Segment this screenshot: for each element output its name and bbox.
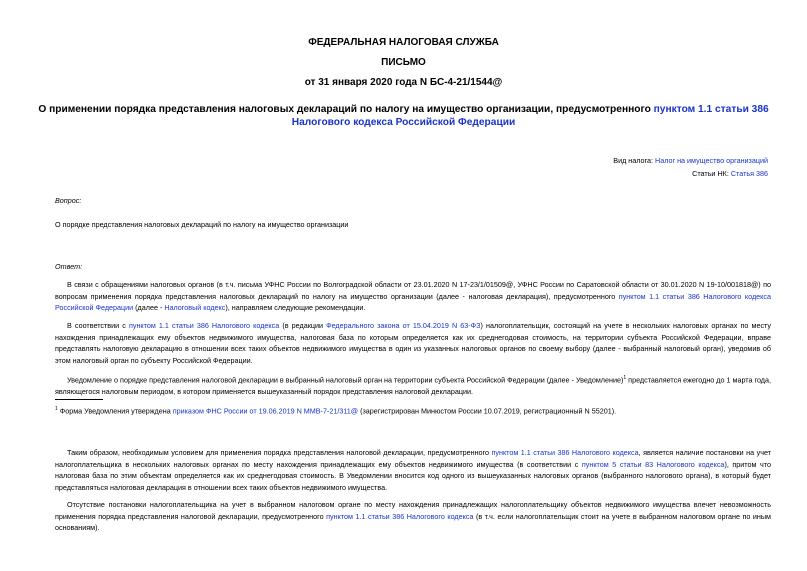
question-label: Вопрос: [55, 196, 82, 205]
agency-heading: ФЕДЕРАЛЬНАЯ НАЛОГОВАЯ СЛУЖБА [308, 37, 499, 48]
paragraph-text: Отсутствие постановки налогоплательщика на учет в выбранном налоговом органе по месту нахождения принадлежащих налогоплательщику объектов недвижимого имущества влечет невозможность применения порядка представления налоговой декларации, предусмотренного [55, 500, 771, 521]
paragraph-text: , является наличие постановки на учет налогоплательщика в нескольких налоговых органах по месту нахождения принадлежащих ему объектов недвижимого имущества (в соответствии с [55, 448, 771, 469]
footnote-divider [55, 399, 103, 400]
footnote-text: Форма Уведомления утверждена [57, 406, 173, 416]
federal-law-link[interactable]: Федерального закона от 15.04.2019 N 63-ФЗ [326, 321, 481, 330]
paragraph-text: Таким образом, необходимым условием для применения порядка представления налоговой декларации, предусмотренного [67, 448, 492, 457]
document-type-heading: ПИСЬМО [381, 57, 426, 68]
question-text: О порядке представления налоговых деклараций по налогу на имущество организации [55, 220, 349, 229]
tax-code-link[interactable]: Налоговый кодекс [164, 303, 226, 313]
paragraph-text: (в редакции [279, 321, 327, 330]
answer-paragraph-4 [55, 447, 771, 493]
tax-articles-label: Статьи НК: [692, 169, 731, 178]
tax-type-meta [613, 156, 768, 165]
document-title [30, 104, 777, 129]
title-tax-code-link[interactable]: пунктом 1.1 статьи 386 Налогового кодекса Российской Федерации [291, 104, 769, 128]
answer-paragraph-3 [55, 373, 771, 398]
footnote-text: (зарегистрирован Минюстом России 10.07.2019, регистрационный N 55201). [358, 406, 617, 416]
answer-paragraph-5 [55, 499, 771, 534]
footnote [55, 406, 616, 415]
paragraph-text: представляется ежегодно до 1 марта года, являющегося налоговым периодом, в котором применяется вышеуказанный порядок представления налоговой декларации. [55, 375, 772, 396]
tax-code-article-link[interactable]: пунктом 1.1 статьи 386 Налогового кодекса Российской Федерации [55, 291, 771, 313]
answer-label: Ответ: [55, 262, 83, 271]
paragraph-text: (далее - [133, 303, 165, 313]
answer-paragraph-2 [55, 320, 771, 366]
tax-code-article-link[interactable]: пунктом 1.1 статьи 386 Налогового кодекса [491, 448, 639, 457]
paragraph-text: В соответствии с [67, 321, 129, 330]
answer-paragraph-1 [55, 279, 771, 314]
footnote-marker: 1 [55, 406, 58, 412]
paragraph-text: В связи с обращениями налоговых органов (в т.ч. письма УФНС России по Волгоградской области от 23.01.2020 N 17-23/1/01509@, УФНС России по Саратовской области от 30.01.2020 N 19-10/001818@) по вопросам применения порядка представления налоговых деклараций по налогу на имущество организации (далее - налоговая декларация), предусмотренного [55, 280, 771, 301]
paragraph-text: (в т.ч. если налогоплательщик стоит на учете в выбранном налоговом органе по иным основаниям). [55, 511, 771, 533]
fns-order-link[interactable]: приказом ФНС России от 19.06.2019 N ММВ-7-21/311@ [172, 406, 359, 416]
paragraph-text: ), притом что налоговая база по этим объектам определяется как их среднегодовая стоимость. В Уведомлении вносится код одного из вышеуказанных налоговых органов (выбранного налогового органа), в который будет представляться налоговая декларация в отношении всех таких объектов недвижимого имущества. [55, 459, 771, 492]
title-text: О применении порядка представления налоговых деклараций по налогу на имущество организации, предусмотренного [38, 104, 654, 115]
tax-type-link[interactable]: Налог на имущество организаций [655, 156, 768, 165]
paragraph-text: Уведомление о порядке представления налоговой декларации в выбранный налоговый орган на территории субъекта Российской Федерации (далее - Уведомление) [67, 375, 624, 385]
tax-article-link[interactable]: Статья 386 [730, 169, 768, 178]
footnote-reference[interactable]: 1 [623, 375, 627, 381]
paragraph-text: ) налогоплательщик, состоящий на учете в нескольких налоговых органах по месту нахождения принадлежащих ему объектов недвижимого имущества, налоговая база по которым определяется как их среднегодовая стоимость, на территории субъекта Российской Федерации, вправе представлять налоговую декларацию в отношении всех таких объектов недвижимого имущества в один из указанных налоговых органов по своему выбору (далее - выбранный налоговый орган), уведомив об этом налоговый орган по субъекту Российской Федерации. [55, 321, 772, 365]
paragraph-text: ), направляем следующие рекомендации. [225, 303, 366, 313]
tax-code-article-83-link[interactable]: пунктом 5 статьи 83 Налогового кодекса [581, 459, 725, 469]
document-date-number: от 31 января 2020 года N БС-4-21/1544@ [304, 77, 503, 88]
tax-articles-meta [692, 169, 768, 178]
tax-type-label: Вид налога: [613, 156, 655, 165]
tax-code-article-link[interactable]: пунктом 1.1 статьи 386 Налогового кодекса [128, 321, 280, 330]
tax-code-article-link[interactable]: пунктом 1.1 статьи 386 Налогового кодекса [326, 511, 474, 521]
